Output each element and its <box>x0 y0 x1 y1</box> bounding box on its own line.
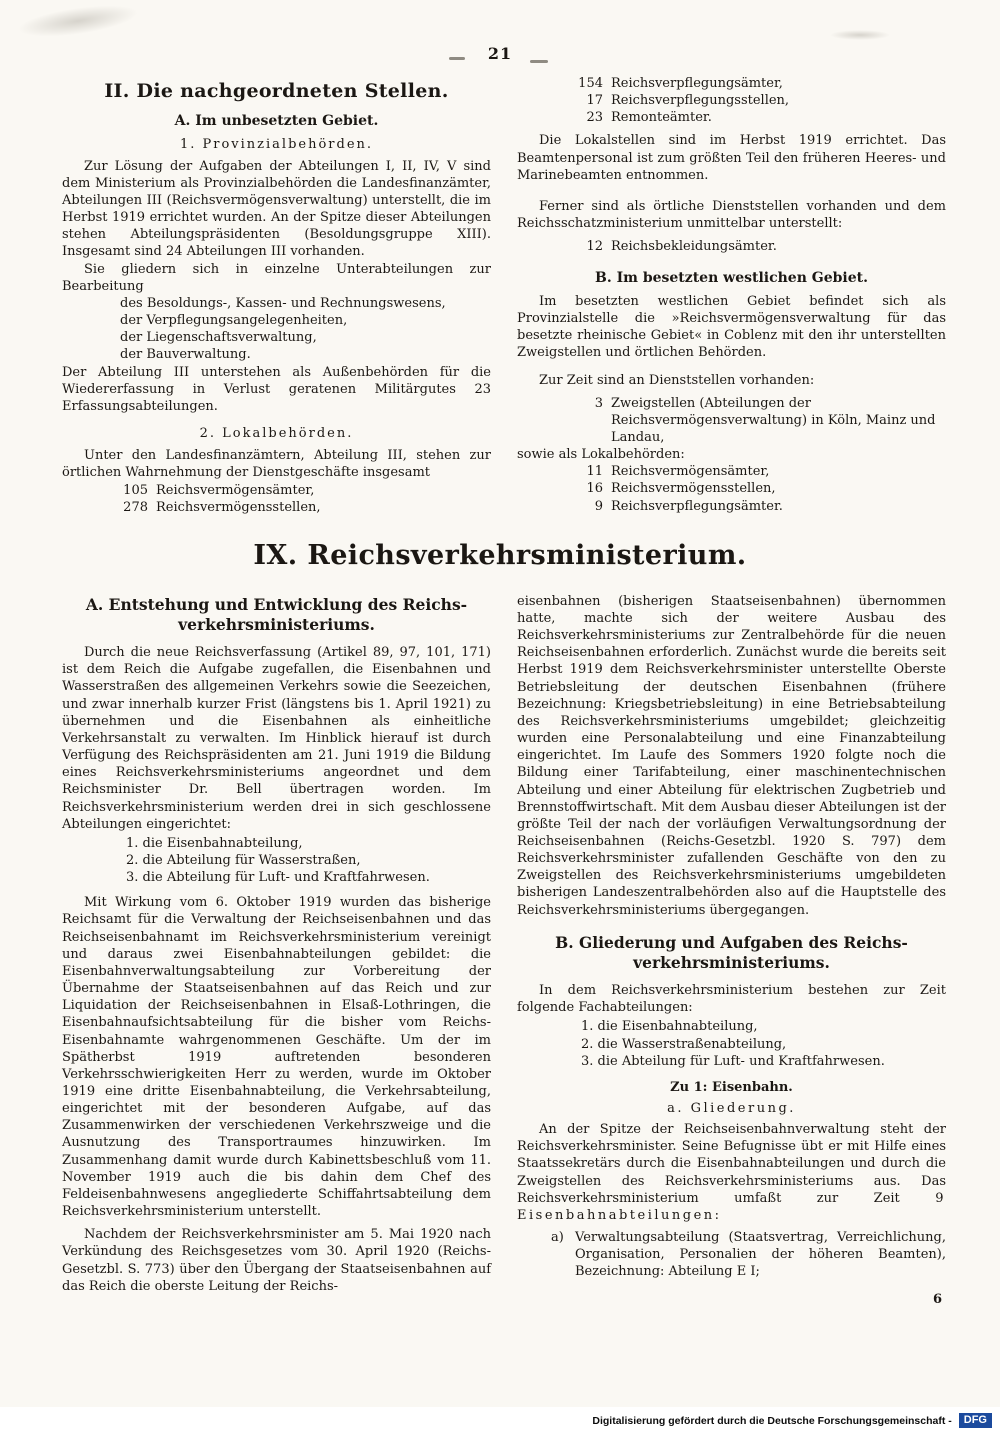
subsection-a-title: A. Im unbesetzten Gebiet. <box>174 113 379 130</box>
zweigstellen-row <box>517 395 946 446</box>
lower-right-column <box>517 593 946 1308</box>
list-item: 1. die Eisenbahnabteilung, <box>126 835 303 851</box>
list-item: 3. die Abteilung für Luft- und Kraftfahrwesen. <box>126 870 430 886</box>
stat-row <box>517 109 946 126</box>
scan-mark <box>449 57 465 60</box>
task-item: der Liegenschaftsverwaltung, <box>120 330 317 346</box>
paragraph: Ferner sind als örtliche Dienststellen vorhanden und dem Reichsschatzministerium unmittelbar unterstellt: <box>517 198 946 232</box>
paragraph: Sie gliedern sich in einzelne Unterabteilungen zur Bearbeitung <box>62 261 491 294</box>
stat-label: Reichsvermögensstellen, <box>611 481 776 497</box>
lokalbehoerden-heading: 2. Lokalbehörden. <box>199 426 354 442</box>
list-item: 3. die Abteilung für Luft- und Kraftfahrwesen. <box>581 1053 885 1069</box>
ix-a-title-line2: verkehrsministeriums. <box>178 614 375 634</box>
paragraph: Zur Lösung der Aufgaben der Abteilungen I, II, IV, V sind dem Ministerium als Provinzialbehörden die Landesfinanzämter, Abteilungen III (Reichsvermögensverwaltung) unterstellt, die im Herbst 1919 errichtet wurden. An der Spitze dieser Abteilungen stehen Abteilungspräsidenten (Besoldungsgruppe XIII). Insgesamt sind 24 Abteilungen III vorhanden. <box>62 158 491 260</box>
stat-label: Reichsbekleidungsämter. <box>611 239 777 255</box>
stat-label: Zweigstellen (Abteilungen der Reichsvermögensverwaltung) in Köln, Mainz und Landau, <box>611 395 936 445</box>
list-item: 1. die Eisenbahnabteilung, <box>581 1019 758 1035</box>
ix-a-title-line1: A. Entstehung und Entwicklung des Reichs- <box>85 594 468 614</box>
task-item: der Verpflegungsangelegenheiten, <box>120 313 348 329</box>
stat-row <box>517 480 946 497</box>
stat-row <box>517 92 946 109</box>
ix-b-title-line1: B. Gliederung und Aufgaben des Reichs- <box>555 932 908 952</box>
paragraph: Nachdem der Reichsverkehrsminister am 5. Mai 1920 nach Verkündung des Reichsgesetzes vom 30. April 1920 (Reichs-Gesetzbl. S. 773) über den Übergang der Staatseisenbahnen auf das Reich die oberste Leitung der Reichs- <box>62 1227 491 1294</box>
dfg-logo: DFG <box>959 1413 992 1428</box>
digitization-credit: Digitalisierung gefördert durch die Deutsche Forschungsgemeinschaft - <box>592 1414 952 1427</box>
paragraph: Zur Zeit sind an Dienststellen vorhanden: <box>539 372 815 388</box>
subitem-text: Verwaltungsabteilung (Staatsvertrag, Verreichlichung, Organisation, Personalien der höheren Beamten), Bezeichnung: Abteilung E I; <box>575 1230 946 1280</box>
upper-left-column <box>62 75 491 516</box>
abteilungen-list <box>126 835 491 886</box>
stat-label: Remonteämter. <box>611 110 712 126</box>
subitem-a <box>551 1229 946 1280</box>
emphasized-text: 9 Eisenbahnabteilungen: <box>517 1190 946 1223</box>
section-ix-title: IX. Reichsverkehrsministerium. <box>253 539 747 571</box>
section-ii-title: II. Die nachgeordneten Stellen. <box>104 80 449 102</box>
stat-count: 16 <box>586 481 603 497</box>
upper-right-column <box>517 75 946 516</box>
list-item: 2. die Abteilung für Wasserstraßen, <box>126 852 361 868</box>
task-list <box>120 295 491 364</box>
subsection-b-title: B. Im besetzten westlichen Gebiet. <box>595 270 868 287</box>
stat-row <box>517 238 946 255</box>
paragraph: Unter den Landesfinanzämtern, Abteilung III, stehen zur örtlichen Wahrnehmung der Dienstgeschäfte insgesamt <box>62 448 491 481</box>
lower-columns <box>0 581 1000 1308</box>
subitem-marker: a) <box>551 1230 564 1246</box>
paragraph: Im besetzten westlichen Gebiet befindet sich als Provinzialstelle die »Reichsvermögensverwaltung für das besetzte rheinische Gebiet« in Coblenz mit den ihr unterstellten Zweigstellen und örtlichen Behörden. <box>517 293 946 361</box>
stat-list-left <box>62 482 491 516</box>
stat-row <box>62 499 491 516</box>
stat-row <box>517 75 946 92</box>
stat-list-right <box>517 75 946 126</box>
ix-b-title <box>517 933 946 973</box>
paragraph: Der Abteilung III unterstehen als Außenbehörden für die Wiedererfassung in Verlust geratenen Militärgutes 23 Erfassungsabteilungen. <box>62 364 491 414</box>
paragraph: sowie als Lokalbehörden: <box>517 447 685 463</box>
stat-count: 154 <box>578 76 603 91</box>
paragraph <box>517 1121 946 1224</box>
stat-label: Reichsverpflegungsämter, <box>611 76 783 91</box>
paragraph: Die Lokalstellen sind im Herbst 1919 errichtet. Das Beamtenpersonal ist zum größten Teil den früheren Heeres- und Marinebeamten entnommen. <box>517 133 946 183</box>
stat-row <box>517 463 946 480</box>
list-item: 2. die Wasserstraßenabteilung, <box>581 1036 787 1052</box>
stat-label: Reichsverpflegungsämter. <box>611 498 783 514</box>
paragraph: Durch die neue Reichsverfassung (Artikel 89, 97, 101, 171) ist dem Reich die Aufgabe zugefallen, die Eisenbahnen und Wasserstraßen des allgemeinen Verkehrs sowie die Seezeichen, und zwar innerhalb kurzer Frist (längstens bis 1. April 1921) zu übernehmen und die Eisenbahnen als einheitliche Verkehrsanstalt zu verwalten. Im Hinblick hierauf ist durch Verfügung des Reichspräsidenten am 21. Juni 1919 die Bildung eines Reichsverkehrsministeriums angeordnet und dem Reichsminister Dr. Bell übertragen worden. Im Reichsverkehrsministerium werden drei in sich geschlossene Abteilungen eingerichtet: <box>62 645 491 832</box>
stat-label: Reichsvermögensämter, <box>156 482 315 498</box>
ix-a-title <box>62 595 491 635</box>
stat-count: 11 <box>586 464 603 480</box>
task-item: des Besoldungs-, Kassen- und Rechnungswesens, <box>120 295 446 311</box>
stat-label: Reichsvermögensämter, <box>611 464 770 480</box>
stat-count: 3 <box>594 395 603 411</box>
paragraph: Mit Wirkung vom 6. Oktober 1919 wurden das bisherige Reichsamt für die Verwaltung der Reichseisenbahnen und das Reichseisenbahnamt im Reichsverkehrsministerium vereinigt und daraus zwei Eisenbahnabteilungen gebildet: die Eisenbahnverwaltungsabteilung zur Vorbereitung der Übernahme der Staatseisenbahnen auf das Reich und zur Liquidation der Reichseisenbahnen in Elsaß-Lothringen, die Eisenbahnaufsichtsabteilung für die bisher vom Reichs-Eisenbahnamte wahrgenommenen Geschäfte. Um der im Spätherbst 1919 auftretenden besonderen Verkehrsschwierigkeiten Herr zu werden, wurde im Oktober 1919 eine dritte Eisenbahnabteilung, die Verkehrsabteilung, eingerichtet mit der besonderen Aufgabe, auf das Zusammenwirken der verschiedenen Verkehrszweige und die Ausnutzung des Transportraumes hinzuwirken. Im Zusammenhang damit wurde durch Kabinettsbeschluß vom 11. November 1919 auch die bis dahin dem Chef des Feldeisenbahnwesens angegliederte Schiffahrtsabteilung dem Reichsverkehrsministerium unterstellt. <box>62 895 491 1220</box>
stat-list-besetzt <box>517 463 946 514</box>
stat-row <box>62 482 491 499</box>
paragraph: In dem Reichsverkehrsministerium bestehen zur Zeit folgende Fachabteilungen: <box>517 983 946 1016</box>
stat-count: 278 <box>123 499 148 515</box>
stat-label: Reichsverpflegungsstellen, <box>611 93 790 109</box>
zu1-heading: Zu 1: Eisenbahn. <box>670 1079 793 1095</box>
gliederung-heading: a. Gliederung. <box>667 1101 796 1117</box>
stat-row <box>517 498 946 515</box>
stat-label: Reichsvermögensstellen, <box>156 499 321 515</box>
digitization-footer <box>0 1407 1000 1434</box>
paragraph-text: An der Spitze der Reichseisenbahnverwaltung steht der Reichsverkehrsminister. Seine Befugnisse übt er mit Hilfe eines Staatssekretärs durch die Eisenbahnabteilungen und durch die Zweigstellen des Reichsverkehrsministeriums aus. Das Reichsverkehrsministerium umfaßt zur Zeit <box>517 1122 946 1206</box>
scan-artifact <box>830 30 890 40</box>
task-item: der Bauverwaltung. <box>120 347 251 363</box>
signature-mark: 6 <box>932 1291 942 1307</box>
stat-count: 105 <box>123 482 148 498</box>
provinzialbehoerden-heading: 1. Provinzialbehörden. <box>179 136 374 152</box>
ix-b-title-line2: verkehrsministeriums. <box>633 952 830 972</box>
lower-left-column <box>62 593 491 1308</box>
upper-columns <box>0 63 1000 516</box>
scan-mark <box>530 60 548 63</box>
paragraph-continuation: eisenbahnen (bisherigen Staatseisenbahnen) übernommen hatte, machte sich der weitere Ausbau des Reichsverkehrsministeriums zur Zentralbehörde für die neuen Reichseisenbahnen erforderlich. Zunächst wurde die bereits seit Herbst 1919 dem Reichsverkehrsminister unterstellte Oberste Betriebsleitung der deutschen Eisenbahnen (frühere Bezeichnung: Kriegsbetriebsleitung) in eine Betriebsabteilung des Reichsverkehrsministeriums umgebildet; gleichzeitig wurden eine Personalabteilung und eine Finanzabteilung eingerichtet. Im Laufe des Sommers 1920 folgte noch die Bildung einer Tarifabteilung, einer maschinentechnischen Abteilung und einer Abteilung für elektrischen Zugbetrieb und Brennstoffwirtschaft. Mit dem Ausbau dieser Abteilungen ist der größte Teil der nach der vorläufigen Verwaltungsordnung der Reichseisenbahnen (Reichs-Gesetzbl. 1920 S. 797) dem Reichsverkehrsminister zufallenden Geschäfte von den zu Zweigstellen des Reichsverkehrsministeriums umgebildeten bisherigen Landeszentralbehörden also auf die Hauptstelle des Reichsverkehrsministeriums übergegangen. <box>517 593 946 918</box>
fachabteilungen-list <box>581 1018 946 1069</box>
page-number: 21 <box>487 44 513 63</box>
stat-count: 12 <box>586 239 603 255</box>
stat-count: 17 <box>586 93 603 109</box>
stat-count: 23 <box>586 110 603 126</box>
stat-count: 9 <box>594 498 603 514</box>
